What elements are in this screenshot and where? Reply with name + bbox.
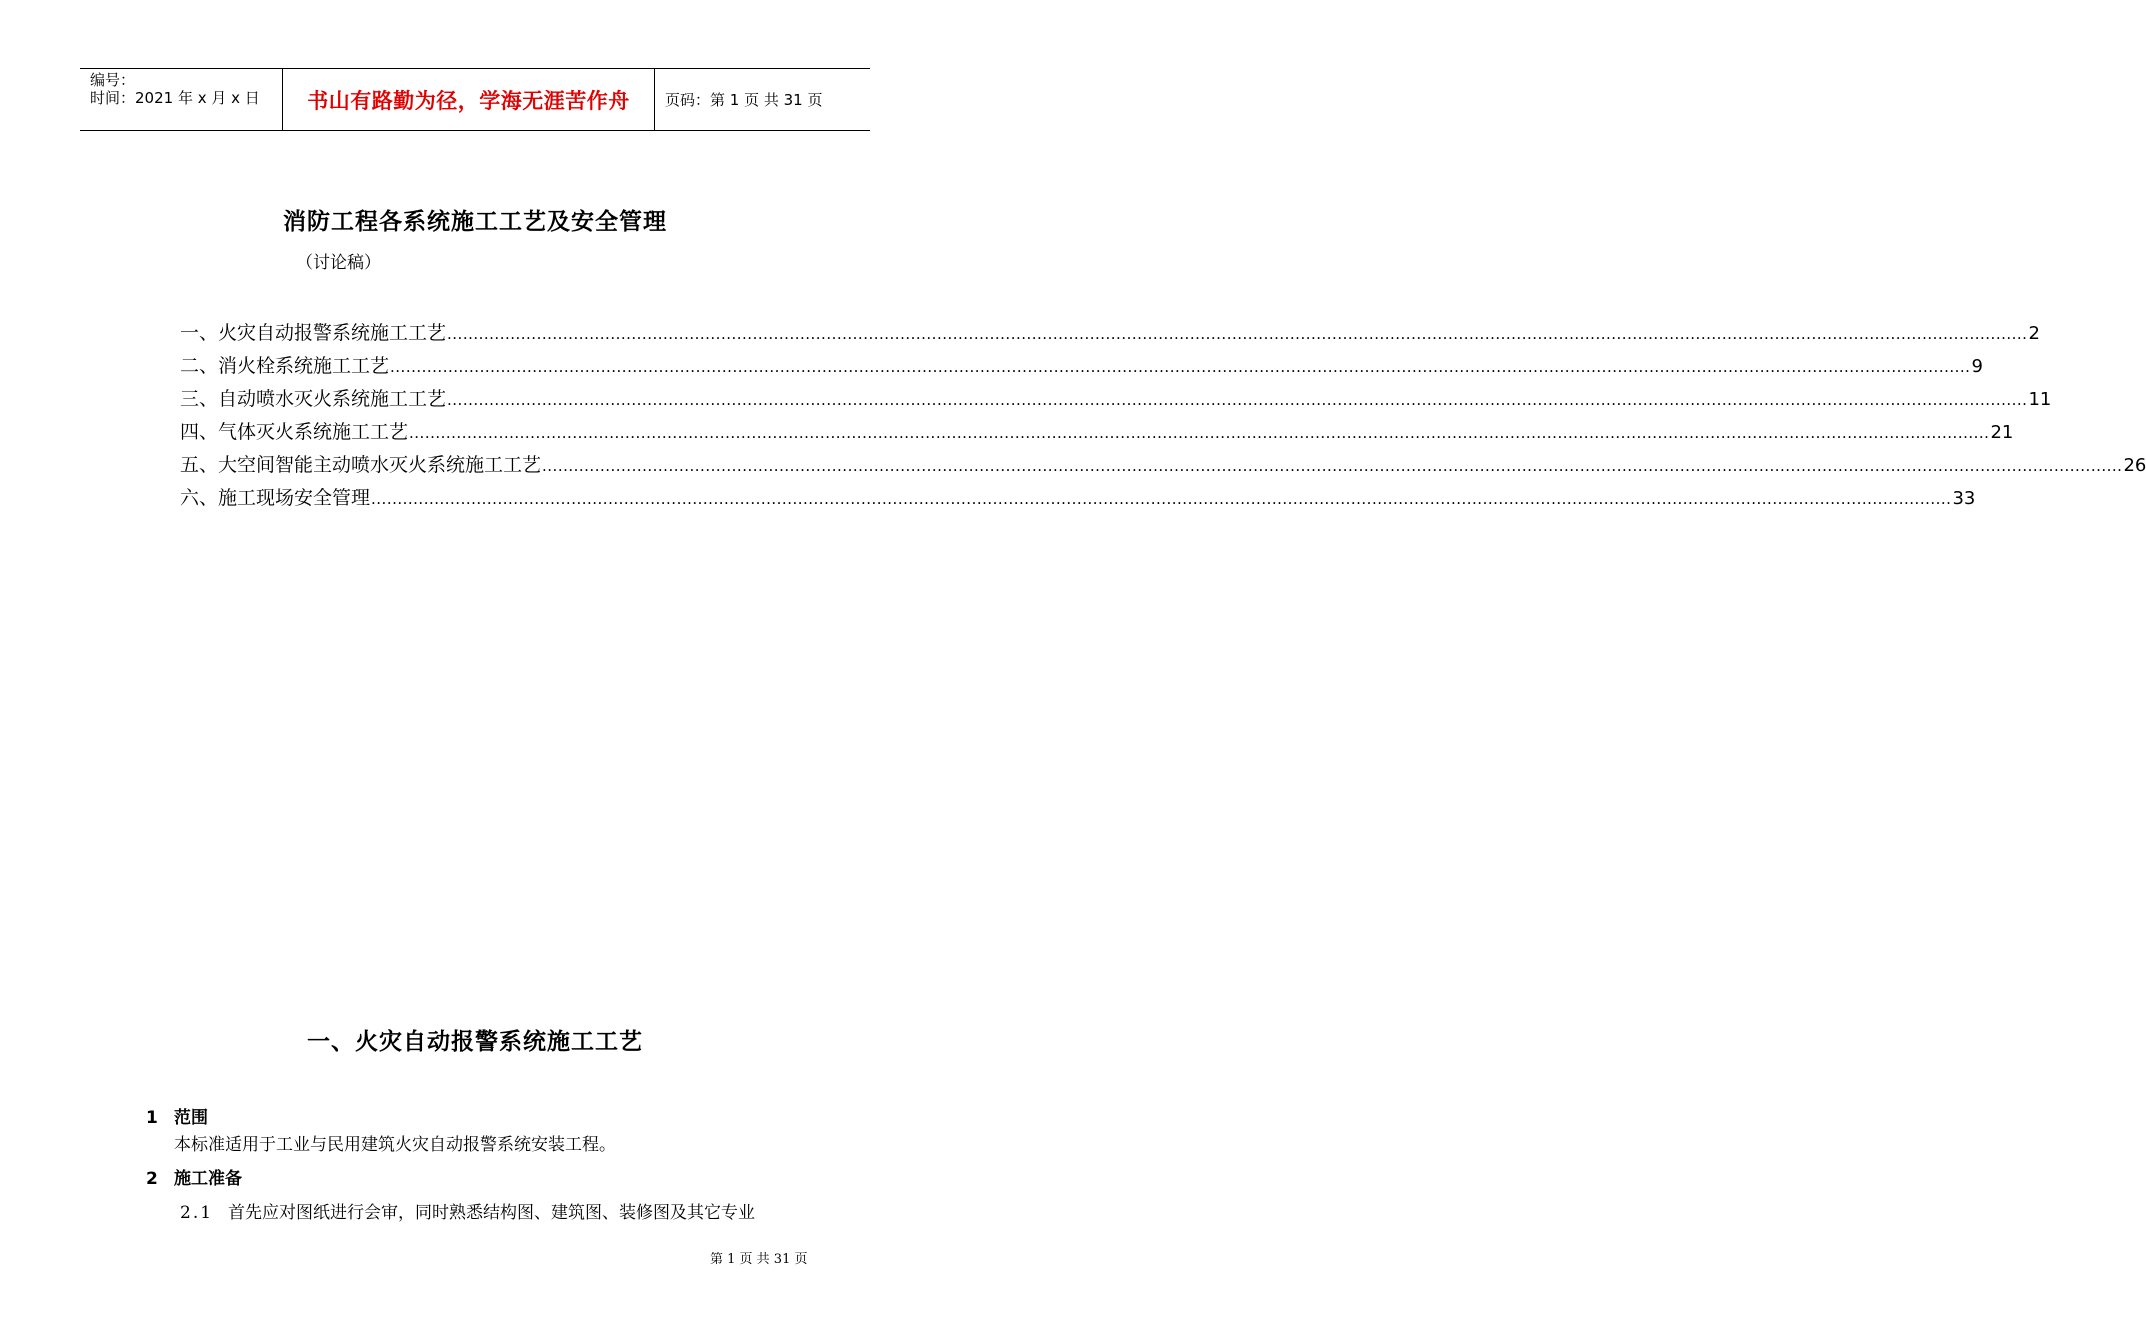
toc-entry[interactable] <box>180 417 2014 450</box>
toc-leader-dots: ............................................................................................................................................................................................................................................................................................................ <box>447 391 2028 409</box>
toc-entry-label: 五、大空间智能主动喷水灭火系统施工工艺 <box>180 454 542 476</box>
heading-scope <box>146 1103 208 1128</box>
heading-preparation <box>146 1164 242 1189</box>
toc-entry-page: 2 <box>2028 323 2040 344</box>
table-of-contents <box>180 318 2146 516</box>
toc-entry[interactable] <box>180 351 1983 384</box>
toc-leader-dots: ............................................................................................................................................................................................................................................................................................................ <box>371 490 1952 508</box>
paragraph-text: 首先应对图纸进行会审，同时熟悉结构图、建筑图、装修图及其它专业 <box>228 1203 755 1223</box>
toc-entry-label: 三、自动喷水灭火系统施工工艺 <box>180 388 447 410</box>
heading-text: 施工准备 <box>174 1169 242 1189</box>
toc-leader-dots: ............................................................................................................................................................................................................................................................................................................ <box>542 457 2123 475</box>
heading-number: 2 <box>146 1169 158 1189</box>
header-motto: 书山有路勤为径，学海无涯苦作舟 <box>282 69 655 130</box>
page-footer: 第 1 页 共 31 页 <box>710 1252 808 1267</box>
toc-entry[interactable] <box>180 384 2052 417</box>
section-title: 一、火灾自动报警系统施工工艺 <box>307 1028 643 1055</box>
paragraph-scope: 本标准适用于工业与民用建筑火灾自动报警系统安装工程。 <box>174 1135 616 1155</box>
document-title: 消防工程各系统施工工艺及安全管理 <box>283 208 667 235</box>
toc-leader-dots: ............................................................................................................................................................................................................................................................................................................ <box>409 424 1990 442</box>
toc-entry-label: 一、火灾自动报警系统施工工艺 <box>180 322 447 344</box>
paragraph-number: 2.1 <box>180 1203 214 1223</box>
document-subtitle: （讨论稿） <box>296 253 381 273</box>
toc-leader-dots: ............................................................................................................................................................................................................................................................................................................ <box>447 325 2028 343</box>
toc-entry[interactable] <box>180 318 2040 351</box>
heading-number: 1 <box>146 1108 158 1128</box>
toc-entry[interactable] <box>180 450 2146 483</box>
number-label: 编号： <box>90 71 136 89</box>
paragraph-2-1 <box>180 1198 755 1223</box>
toc-entry-page: 21 <box>1990 422 2014 443</box>
header-meta <box>80 69 282 130</box>
heading-text: 范围 <box>174 1108 208 1128</box>
toc-leader-dots: ............................................................................................................................................................................................................................................................................................................ <box>390 358 1971 376</box>
toc-entry-label: 六、施工现场安全管理 <box>180 487 371 509</box>
toc-entry-label: 二、消火栓系统施工工艺 <box>180 355 390 377</box>
toc-entry-page: 33 <box>1952 488 1976 509</box>
header-page-info: 页码：第 1 页 共 31 页 <box>665 91 823 109</box>
toc-entry-page: 9 <box>1971 356 1983 377</box>
toc-entry-label: 四、气体灭火系统施工工艺 <box>180 421 409 443</box>
toc-entry-page: 11 <box>2028 389 2052 410</box>
header-table <box>80 68 870 131</box>
date-label: 时间：2021 年 x 月 x 日 <box>90 89 260 107</box>
toc-entry-page: 26 <box>2123 455 2146 476</box>
toc-entry[interactable] <box>180 483 1976 516</box>
